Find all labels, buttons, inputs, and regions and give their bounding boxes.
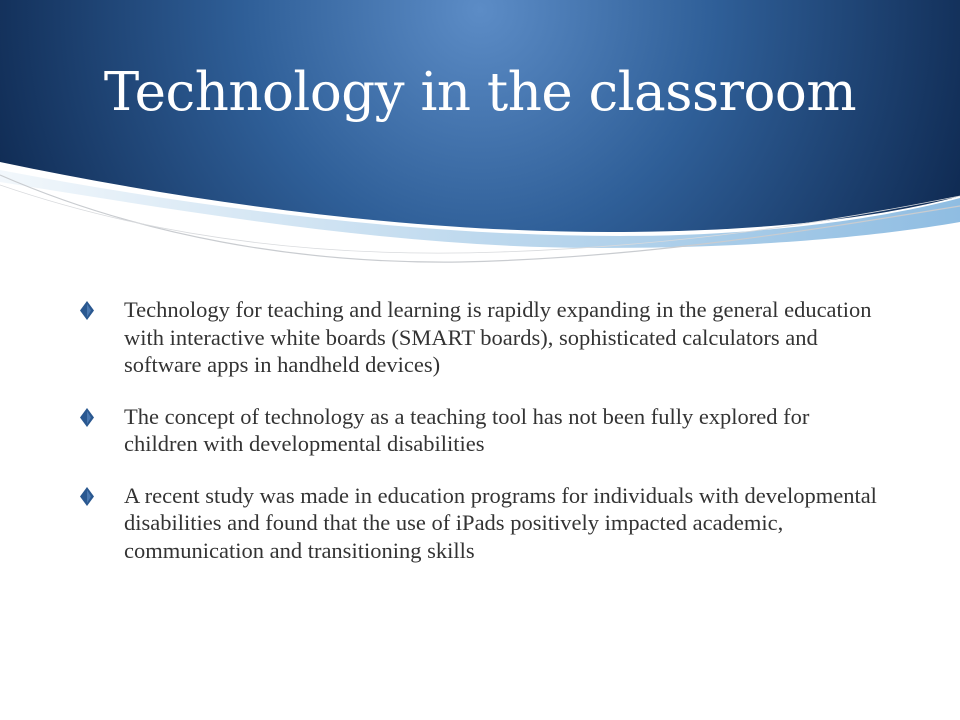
bullet-text: The concept of technology as a teaching tool has not been fully explored for children with developmental disabilities (124, 403, 810, 456)
slide-title: Technology in the classroom (103, 62, 857, 123)
bullet-text: Technology for teaching and learning is rapidly expanding in the general education with interactive white boards (SMART boards), sophisticated calculators and software apps in handheld devices) (124, 297, 872, 377)
diamond-bullet-icon (80, 487, 94, 506)
bullet-item (80, 296, 880, 379)
bullet-text: A recent study was made in education programs for individuals with developmental disabilities and found that the use of iPads positively impacted academic, communication and transitioning skills (124, 482, 877, 563)
header-wave-graphic (0, 0, 960, 300)
bullet-list (80, 296, 880, 588)
bullet-item (80, 482, 880, 565)
bullet-item (80, 403, 880, 458)
diamond-bullet-icon (80, 301, 94, 320)
diamond-bullet-icon (80, 408, 94, 427)
